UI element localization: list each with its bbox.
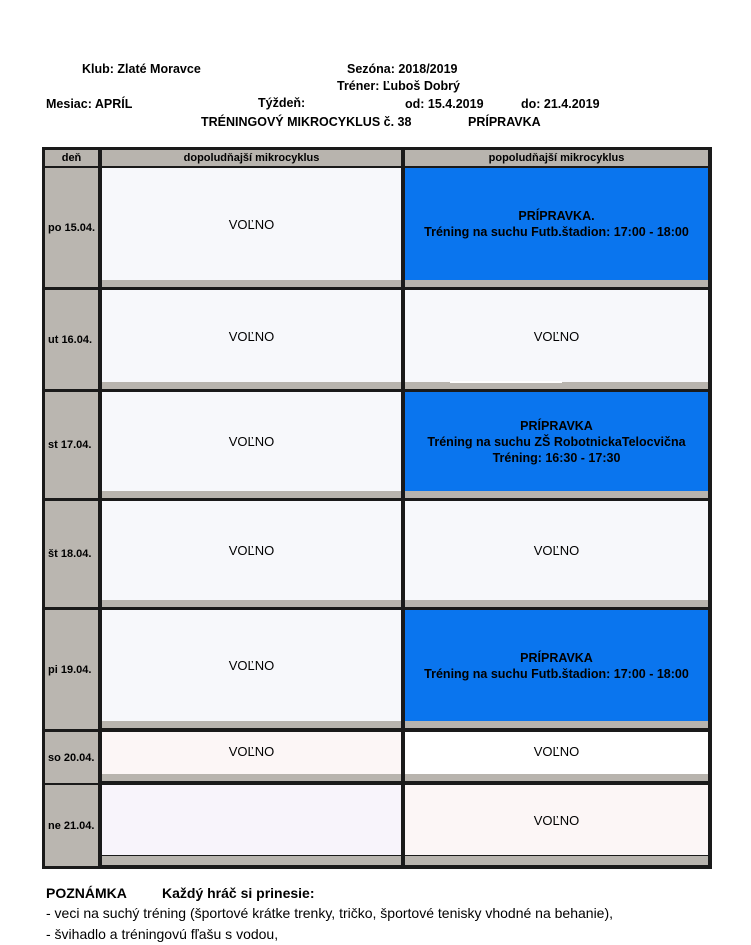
note-subtitle: Každý hráč si prinesie: (162, 885, 315, 901)
column-header-afternoon: popoludňajší mikrocyklus (405, 150, 708, 166)
training-detail: Tréning na suchu Futb.štadion: 17:00 - 18:00 (424, 666, 689, 681)
morning-cell (102, 392, 401, 491)
training-text (424, 208, 689, 240)
date-to: do: 21.4.2019 (521, 97, 600, 111)
row-divider (405, 280, 708, 287)
day-cell: po 15.04. (45, 168, 98, 287)
row-divider (405, 721, 708, 728)
morning-text: VOĽNO (228, 328, 275, 344)
schedule-table (42, 147, 712, 869)
row-divider (405, 491, 708, 498)
training-text (424, 650, 689, 682)
row-divider (405, 774, 708, 781)
morning-cell (102, 501, 401, 600)
training-time: Tréning: 16:30 - 17:30 (492, 450, 621, 465)
day-cell: pi 19.04. (45, 610, 98, 729)
row-divider (102, 856, 401, 865)
training-title: PRÍPRAVKA (520, 650, 593, 665)
training-detail: Tréning na suchu ZŠ RobotnickaTelocvična (427, 434, 686, 449)
afternoon-cell (405, 501, 708, 600)
afternoon-cell (405, 785, 708, 855)
row-divider (102, 600, 401, 607)
note-line: - švihadlo a tréningovú fľašu s vodou, (46, 926, 279, 942)
afternoon-text: VOĽNO (533, 328, 580, 344)
row-divider (102, 280, 401, 287)
morning-text: VOĽNO (228, 216, 275, 232)
training-text (427, 418, 685, 466)
afternoon-cell-training (405, 610, 708, 721)
microcycle-title: TRÉNINGOVÝ MIKROCYKLUS č. 38 (201, 115, 412, 129)
day-cell: st 17.04. (45, 392, 98, 498)
coach-label: Tréner: Ľuboš Dobrý (337, 79, 460, 93)
note-line: - veci na suchý tréning (športové krátke trenky, tričko, športové tenisky vhodné na behanie), (46, 905, 614, 921)
row-divider (102, 774, 401, 781)
afternoon-cell-training (405, 392, 708, 491)
morning-cell (102, 290, 401, 382)
row-divider (405, 856, 708, 865)
morning-text: VOĽNO (228, 658, 275, 673)
morning-text: VOĽNO (228, 744, 275, 759)
category-label: PRÍPRAVKA (468, 115, 541, 129)
afternoon-cell (405, 732, 708, 774)
row-divider (405, 382, 708, 389)
morning-cell (102, 168, 401, 280)
morning-cell (102, 610, 401, 721)
date-from: od: 15.4.2019 (405, 97, 484, 111)
morning-cell (102, 785, 401, 855)
day-cell: ne 21.04. (45, 785, 98, 866)
afternoon-cell-training (405, 168, 708, 280)
morning-text: VOĽNO (228, 543, 275, 558)
day-cell: ut 16.04. (45, 290, 98, 389)
training-detail: Tréning na suchu Futb.štadion: 17:00 - 18:00 (424, 225, 689, 239)
day-cell: št 18.04. (45, 501, 98, 607)
row-divider (405, 600, 708, 607)
month-label: Mesiac: APRÍL (46, 97, 133, 111)
morning-text: VOĽNO (228, 434, 275, 449)
afternoon-text: VOĽNO (533, 543, 580, 558)
morning-cell (102, 732, 401, 774)
row-divider (102, 491, 401, 498)
day-cell: so 20.04. (45, 732, 98, 783)
divider-gap (450, 381, 562, 383)
training-title: PRÍPRAVKA (520, 418, 593, 433)
row-divider (102, 382, 401, 389)
afternoon-text: VOĽNO (533, 812, 580, 828)
column-header-morning: dopoludňajší mikrocyklus (102, 150, 401, 166)
season-label: Sezóna: 2018/2019 (347, 62, 458, 76)
row-divider (102, 721, 401, 728)
afternoon-cell (405, 290, 708, 382)
training-title: PRÍPRAVKA. (518, 209, 595, 223)
column-header-day: deň (45, 150, 98, 166)
note-title: POZNÁMKA (46, 885, 127, 901)
afternoon-text: VOĽNO (533, 744, 580, 759)
club-label: Klub: Zlaté Moravce (82, 62, 201, 76)
week-label: Týždeň: (258, 96, 306, 110)
